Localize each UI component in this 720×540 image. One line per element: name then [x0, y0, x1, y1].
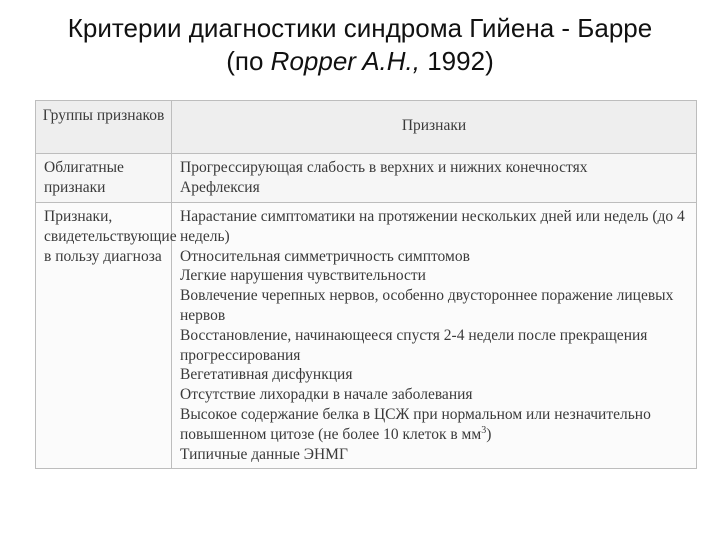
list-item: Арефлексия — [180, 178, 260, 196]
list-item: Нарастание симптоматики на протяжении нескольких дней или недель (до 4 недель) — [180, 208, 685, 245]
header-signs-label: Признаки — [401, 117, 467, 134]
list-item: Относительная симметричность симптомов — [180, 247, 470, 265]
list-item: Вовлечение черепных нервов, особенно двустороннее поражение лицевых нервов — [180, 287, 674, 324]
list-item: Восстановление, начинающееся спустя 2-4 недели после прекращения прогрессирования — [180, 326, 648, 364]
title-suffix: 1992) — [420, 46, 494, 76]
title-line-1: Критерии диагностики синдрома Гийена - Барре — [67, 13, 653, 43]
superscript: 3 — [481, 424, 487, 436]
closing-paren: ) — [486, 425, 492, 443]
signs-cell — [172, 154, 697, 203]
slide-title — [0, 12, 720, 78]
table-row-obligatory — [36, 154, 697, 203]
signs-cell — [172, 203, 697, 469]
list-item: Прогрессирующая слабость в верхних и нижних конечностях — [180, 159, 588, 176]
table-row-supportive — [36, 203, 697, 469]
group-cell: Признаки, свидетельствующие в пользу диагноза — [36, 203, 172, 469]
criteria-table — [35, 100, 697, 469]
title-author: Ropper A.H., — [270, 46, 420, 76]
header-groups: Группы признаков — [36, 101, 172, 154]
list-item: Легкие нарушения чувствительности — [180, 267, 426, 285]
title-prefix: (по — [226, 46, 271, 76]
list-item: Вегетативная дисфункция — [180, 366, 353, 384]
table-header-row — [36, 101, 697, 154]
list-item: Отсутствие лихорадки в начале заболевания — [180, 386, 473, 404]
header-signs — [172, 101, 697, 154]
list-item — [180, 405, 690, 445]
list-item: Типичные данные ЭНМГ — [180, 445, 348, 463]
group-cell: Облигатные признаки — [36, 154, 172, 203]
list-item-text: Высокое содержание белка в ЦСЖ при нормальном или незначительно повышенном цитозе (не более 10 клеток в мм — [180, 405, 651, 443]
title-line-2 — [0, 45, 720, 78]
